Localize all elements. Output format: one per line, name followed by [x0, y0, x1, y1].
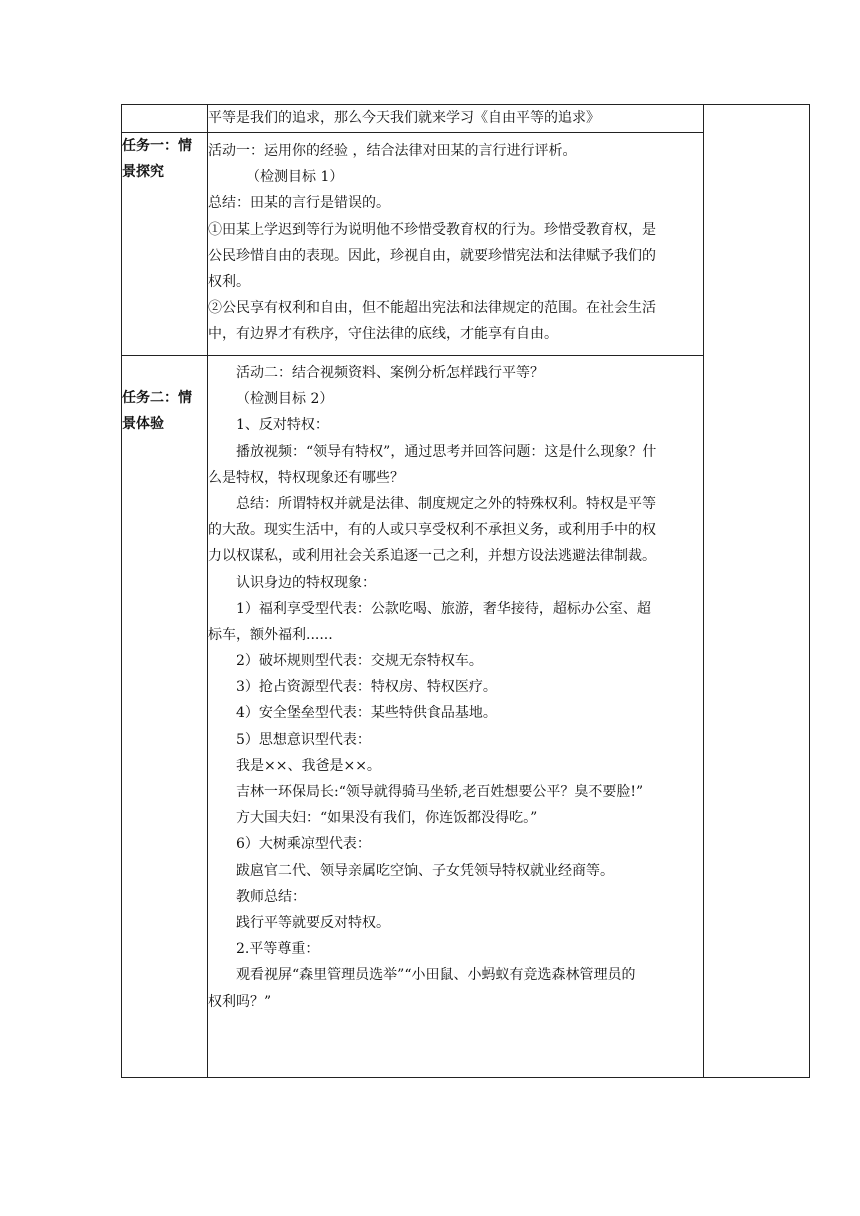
task2-line: 方大国夫妇：“如果没有我们，你连饭都没得吃。”: [236, 810, 538, 827]
task2-line: 播放视频：“领导有特权”，通过思考并回答问题：这是什么现象？什: [236, 443, 657, 460]
task1-line: ②公民享有权利和自由，但不能超出宪法和法律规定的范围。在社会生活: [208, 300, 656, 317]
task2-title-cell: [122, 356, 208, 1078]
task2-line: 我是××、我爸是××。: [236, 757, 381, 774]
task1-line: 权利。: [208, 273, 250, 290]
task2-line: 标车，额外福利......: [208, 626, 333, 643]
task1-content-cell: [208, 133, 704, 356]
task2-line: 5）思想意识型代表：: [236, 731, 371, 748]
task1-line: （检测目标 1）: [246, 169, 344, 186]
task1-title-line-1: 任务一：情: [122, 138, 192, 154]
task1-line: 活动一：运用你的经验 ，结合法律对田某的言行进行评析。: [208, 143, 577, 159]
task2-line: 6）大树乘凉型代表：: [236, 836, 371, 853]
lesson-plan-table: [121, 104, 810, 1078]
task2-line: 权利吗？”: [208, 993, 272, 1010]
intro-text: 平等是我们的追求，那么今天我们就来学习《自由平等的追求》: [208, 110, 600, 126]
notes-column-cell: [704, 105, 810, 1078]
task2-line: 吉林一环保局长:“领导就得骑马坐轿,老百姓想要公平？臭不要脸!”: [236, 784, 644, 800]
task2-content-cell: [208, 356, 704, 1078]
task2-line: 2.平等尊重：: [236, 941, 320, 958]
task2-title-line-1: 任务二：情: [122, 390, 192, 406]
task2-line: 教师总结：: [236, 888, 306, 905]
task2-title-line-2: 景体验: [122, 416, 164, 432]
task2-line: 1）福利享受型代表：公款吃喝、旅游，奢华接待，超标办公室、超: [236, 600, 651, 617]
task2-line: 3）抢占资源型代表：特权房、特权医疗。: [236, 679, 497, 696]
task2-line: 认识身边的特权现象：: [236, 574, 376, 591]
task1-line: 公民珍惜自由的表现。因此，珍视自由，就要珍惜宪法和法律赋予我们的: [208, 247, 656, 264]
task2-line: 么是特权，特权现象还有哪些？: [208, 469, 404, 486]
task2-line: 4）安全堡垒型代表：某些特供食品基地。: [236, 705, 497, 722]
task2-line: 活动二：结合视频资料、案例分析怎样践行平等？: [236, 365, 544, 381]
task1-title-cell: [122, 133, 208, 356]
task2-line: 力以权谋私，或利用社会关系追逐一己之利，并想方设法逃避法律制裁。: [208, 548, 656, 565]
task1-content: [208, 133, 703, 348]
intro-content-cell: [208, 105, 704, 133]
task1-title-line-2: 景探究: [122, 164, 164, 180]
task2-line: 1、反对特权：: [236, 417, 329, 434]
task2-line: 践行平等就要反对特权。: [236, 914, 390, 931]
task2-line: 总结：所谓特权并就是法律、制度规定之外的特殊权利。特权是平等: [236, 495, 656, 512]
task2-line: 观看视屏“森里管理员选举”“小田鼠、小蚂蚁有竞选森林管理员的: [236, 967, 636, 984]
task2-line: 跋扈官二代、领导亲属吃空饷、子女凭领导特权就业经商等。: [236, 862, 614, 879]
intro-row: [122, 105, 810, 133]
task1-line: ①田某上学迟到等行为说明他不珍惜受教育权的行为。珍惜受教育权，是: [208, 221, 656, 238]
task2-line: 2）破坏规则型代表：交规无奈特权车。: [236, 653, 483, 670]
task1-line: 总结：田某的言行是错误的。: [208, 195, 390, 212]
task2-line: （检测目标 2）: [236, 391, 334, 408]
task1-line: 中，有边界才有秩序，守住法律的底线，才能享有自由。: [208, 326, 558, 343]
task2-content: [208, 356, 703, 1015]
intro-task-cell: [122, 105, 208, 133]
task2-line: 的大敌。现实生活中，有的人或只享受权利不承担义务，或利用手中的权: [208, 522, 656, 539]
